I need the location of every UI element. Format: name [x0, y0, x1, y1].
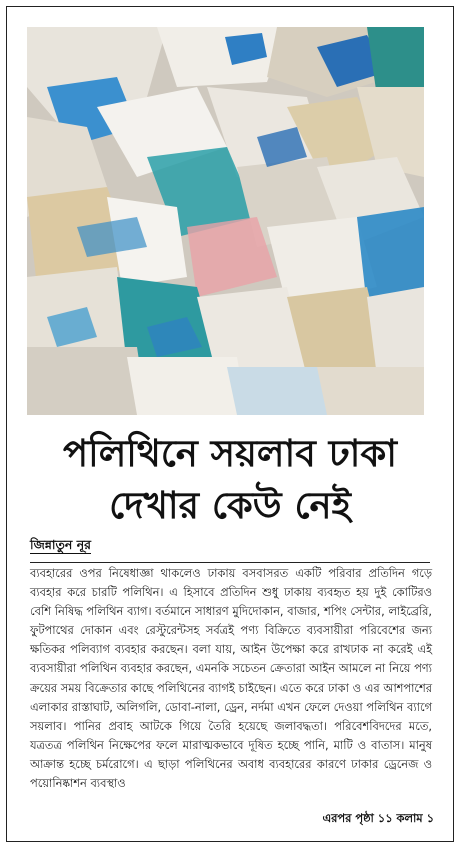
headline-line-2: দেখার কেউ নেই: [109, 484, 351, 527]
headline: [20, 428, 440, 532]
article-body: ব্যবহারের ওপর নিষেধাজ্ঞা থাকলেও ঢাকায় বসবাসরত একটি পরিবার প্রতিদিন গড়ে ব্যবহার করে চারটি পলিথিন। এ হিসাবে প্রতিদিন শুধু ঢাকায় ব্যবহৃত হয় দুই কোটিরও বেশি নিষিদ্ধ পলিথিন ব্যাগ। বর্তমানে সাধারণ মুদিদোকান, বাজার, শপিং সেন্টার, লাইব্রেরি, ফুটপাথের দোকান এবং রেস্টুরেন্টসহ সর্বত্রই পণ্য বিক্রিতে ব্যবসায়ীরা পরিবেশের জন্য ক্ষতিকর পলিব্যাগ ব্যবহার করছেন। বলা যায়, আইন উপেক্ষা করে রাখঢাক না করেই এই ব্যবসায়ীরা পলিথিন ব্যবহার করছেন, এমনকি সচেতন ক্রেতারা আইন আমলে না নিয়ে পণ্য ক্রয়ের সময় বিক্রেতার কাছে পলিথিনের ব্যাগই চাইছেন। এতে করে ঢাকা ও এর আশপাশের এলাকার রাস্তাঘাট, অলিগলি, ডোবা-নালা, ড্রেন, নর্দমা এখন ফেলে দেওয়া পলিথিন ব্যাগে সয়লাব। পানির প্রবাহ আটকে গিয়ে তৈরি হয়েছে জলাবদ্ধতা। পরিবেশবিদদের মতে, যত্রতত্র পলিথিন নিক্ষেপের ফলে মারাত্মকভাবে দূষিত হচ্ছে পানি, মাটি ও বাতাস। মানুষ আক্রান্ত হচ্ছে চর্মরোগে। এ ছাড়া পলিথিনের অবাধ ব্যবহারের কারণে ঢাকার ড্রেনেজ ও পয়োনিষ্কাশন ব্যবস্থাও: [30, 566, 432, 791]
polythene-pile-image: [27, 27, 424, 415]
continuation-note: এরপর পৃষ্ঠা ১১ কলাম ১: [322, 811, 434, 825]
headline-line-1: পলিথিনে সয়লাব ঢাকা: [63, 432, 397, 475]
author-name: জিন্নাতুন নূর: [30, 537, 92, 552]
article-photo: [27, 27, 424, 415]
byline: [30, 537, 430, 563]
